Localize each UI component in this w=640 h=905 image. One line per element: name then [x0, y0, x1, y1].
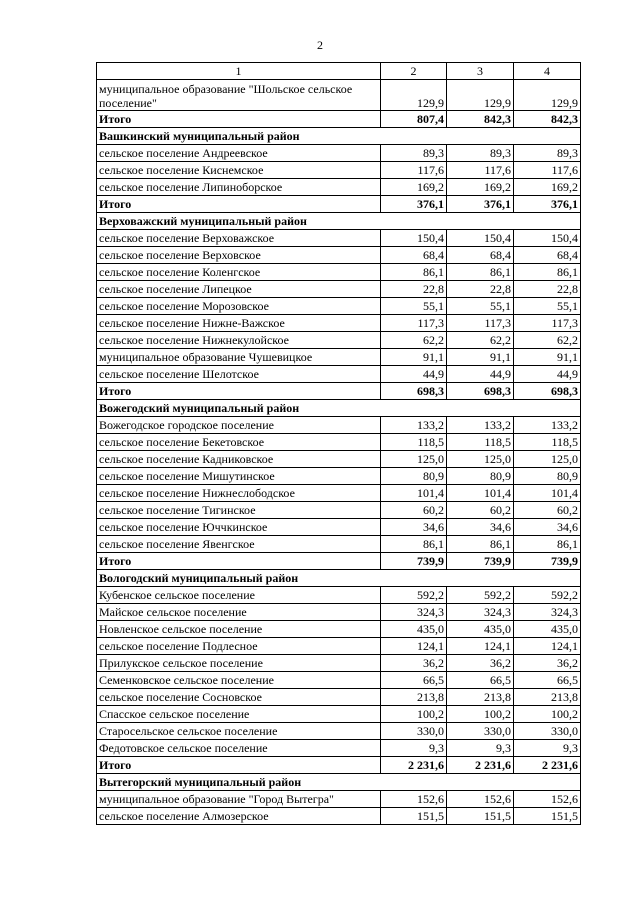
settlement-name: сельское поселение Липецкое [97, 281, 381, 298]
table-row [97, 366, 581, 383]
total-row [97, 553, 581, 570]
value-col-2: 592,2 [381, 587, 447, 604]
value-col-2: 62,2 [381, 332, 447, 349]
value-col-2: 324,3 [381, 604, 447, 621]
table-row [97, 672, 581, 689]
table-row [97, 485, 581, 502]
table-row [97, 417, 581, 434]
table-row [97, 638, 581, 655]
value-col-4: 68,4 [514, 247, 581, 264]
district-name: Вытегорский муниципальный район [97, 774, 581, 791]
table-row [97, 145, 581, 162]
column-header: 4 [514, 63, 581, 80]
table-row [97, 655, 581, 672]
table-row [97, 502, 581, 519]
value-col-2: 117,3 [381, 315, 447, 332]
value-col-3: 91,1 [447, 349, 514, 366]
table-row [97, 587, 581, 604]
value-col-3: 592,2 [447, 587, 514, 604]
settlement-name: Новленское сельское поселение [97, 621, 381, 638]
value-col-4: 100,2 [514, 706, 581, 723]
table-row [97, 689, 581, 706]
settlement-name: Кубенское сельское поселение [97, 587, 381, 604]
value-col-2: 698,3 [381, 383, 447, 400]
value-col-2: 68,4 [381, 247, 447, 264]
settlement-name: муниципальное образование Чушевицкое [97, 349, 381, 366]
value-col-4: 117,6 [514, 162, 581, 179]
settlement-name: сельское поселение Липиноборское [97, 179, 381, 196]
settlement-name: сельское поселение Кадниковское [97, 451, 381, 468]
value-col-4: 124,1 [514, 638, 581, 655]
value-col-2: 86,1 [381, 264, 447, 281]
table-row [97, 332, 581, 349]
value-col-4: 133,2 [514, 417, 581, 434]
value-col-4: 9,3 [514, 740, 581, 757]
district-header-row [97, 128, 581, 145]
value-col-4: 152,6 [514, 791, 581, 808]
value-col-3: 22,8 [447, 281, 514, 298]
settlement-name: муниципальное образование "Шольское сельское поселение" [97, 80, 381, 111]
value-col-3: 117,6 [447, 162, 514, 179]
value-col-4: 60,2 [514, 502, 581, 519]
value-col-2: 66,5 [381, 672, 447, 689]
total-label: Итого [97, 553, 381, 570]
settlement-name: сельское поселение Андреевское [97, 145, 381, 162]
value-col-3: 213,8 [447, 689, 514, 706]
value-col-2: 376,1 [381, 196, 447, 213]
value-col-3: 151,5 [447, 808, 514, 825]
settlement-name: сельское поселение Киснемское [97, 162, 381, 179]
value-col-2: 125,0 [381, 451, 447, 468]
value-col-3: 376,1 [447, 196, 514, 213]
value-col-3: 435,0 [447, 621, 514, 638]
value-col-2: 169,2 [381, 179, 447, 196]
value-col-4: 86,1 [514, 264, 581, 281]
district-header-row [97, 570, 581, 587]
total-label: Итого [97, 383, 381, 400]
value-col-4: 117,3 [514, 315, 581, 332]
value-col-4: 842,3 [514, 111, 581, 128]
value-col-3: 150,4 [447, 230, 514, 247]
value-col-2: 86,1 [381, 536, 447, 553]
settlement-name: сельское поселение Шелотское [97, 366, 381, 383]
value-col-3: 80,9 [447, 468, 514, 485]
value-col-3: 117,3 [447, 315, 514, 332]
settlement-name: сельское поселение Бекетовское [97, 434, 381, 451]
value-col-4: 101,4 [514, 485, 581, 502]
table-header-row [97, 63, 581, 80]
value-col-4: 89,3 [514, 145, 581, 162]
value-col-2: 807,4 [381, 111, 447, 128]
table-body [97, 63, 581, 825]
settlement-name: Вожегодское городское поселение [97, 417, 381, 434]
column-header: 3 [447, 63, 514, 80]
value-col-3: 324,3 [447, 604, 514, 621]
table-row [97, 621, 581, 638]
value-col-3: 55,1 [447, 298, 514, 315]
value-col-4: 376,1 [514, 196, 581, 213]
district-name: Вологодский муниципальный район [97, 570, 581, 587]
value-col-2: 9,3 [381, 740, 447, 757]
district-name: Верховажский муниципальный район [97, 213, 581, 230]
table-row [97, 740, 581, 757]
value-col-2: 89,3 [381, 145, 447, 162]
value-col-2: 36,2 [381, 655, 447, 672]
district-header-row [97, 774, 581, 791]
value-col-4: 150,4 [514, 230, 581, 247]
value-col-2: 117,6 [381, 162, 447, 179]
value-col-4: 22,8 [514, 281, 581, 298]
table-row [97, 281, 581, 298]
settlement-name: сельское поселение Коленгское [97, 264, 381, 281]
total-row [97, 757, 581, 774]
value-col-2: 129,9 [381, 80, 447, 111]
column-header: 2 [381, 63, 447, 80]
value-col-4: 435,0 [514, 621, 581, 638]
value-col-3: 86,1 [447, 264, 514, 281]
column-header: 1 [97, 63, 381, 80]
value-col-2: 435,0 [381, 621, 447, 638]
table-row [97, 298, 581, 315]
table-row [97, 723, 581, 740]
settlement-name: Старосельское сельское поселение [97, 723, 381, 740]
value-col-4: 129,9 [514, 80, 581, 111]
value-col-3: 169,2 [447, 179, 514, 196]
value-col-2: 60,2 [381, 502, 447, 519]
table-row [97, 808, 581, 825]
value-col-2: 101,4 [381, 485, 447, 502]
settlement-name: сельское поселение Юччкинское [97, 519, 381, 536]
total-row [97, 111, 581, 128]
district-header-row [97, 400, 581, 417]
value-col-3: 118,5 [447, 434, 514, 451]
value-col-4: 34,6 [514, 519, 581, 536]
value-col-4: 324,3 [514, 604, 581, 621]
value-col-4: 86,1 [514, 536, 581, 553]
value-col-3: 60,2 [447, 502, 514, 519]
value-col-3: 62,2 [447, 332, 514, 349]
value-col-2: 124,1 [381, 638, 447, 655]
value-col-3: 44,9 [447, 366, 514, 383]
table-row [97, 179, 581, 196]
value-col-3: 129,9 [447, 80, 514, 111]
value-col-4: 592,2 [514, 587, 581, 604]
value-col-3: 698,3 [447, 383, 514, 400]
table-row [97, 349, 581, 366]
value-col-2: 100,2 [381, 706, 447, 723]
total-label: Итого [97, 196, 381, 213]
value-col-3: 34,6 [447, 519, 514, 536]
settlement-name: сельское поселение Нижнеслободское [97, 485, 381, 502]
value-col-2: 44,9 [381, 366, 447, 383]
settlement-name: сельское поселение Нижне-Важское [97, 315, 381, 332]
value-col-3: 68,4 [447, 247, 514, 264]
table-row [97, 264, 581, 281]
value-col-4: 151,5 [514, 808, 581, 825]
table-row [97, 791, 581, 808]
settlement-name: сельское поселение Верховажское [97, 230, 381, 247]
value-col-3: 739,9 [447, 553, 514, 570]
value-col-3: 89,3 [447, 145, 514, 162]
value-col-3: 152,6 [447, 791, 514, 808]
value-col-3: 2 231,6 [447, 757, 514, 774]
settlement-name: сельское поселение Мишутинское [97, 468, 381, 485]
value-col-2: 152,6 [381, 791, 447, 808]
value-col-4: 2 231,6 [514, 757, 581, 774]
value-col-4: 330,0 [514, 723, 581, 740]
value-col-3: 842,3 [447, 111, 514, 128]
value-col-4: 36,2 [514, 655, 581, 672]
value-col-2: 330,0 [381, 723, 447, 740]
value-col-2: 34,6 [381, 519, 447, 536]
table-row [97, 434, 581, 451]
table-row [97, 706, 581, 723]
value-col-4: 44,9 [514, 366, 581, 383]
value-col-2: 91,1 [381, 349, 447, 366]
value-col-2: 151,5 [381, 808, 447, 825]
value-col-2: 2 231,6 [381, 757, 447, 774]
value-col-4: 66,5 [514, 672, 581, 689]
table-row [97, 468, 581, 485]
settlement-name: сельское поселение Явенгское [97, 536, 381, 553]
table-row [97, 536, 581, 553]
table-row [97, 604, 581, 621]
settlement-name: сельское поселение Тигинское [97, 502, 381, 519]
settlement-name: сельское поселение Верховское [97, 247, 381, 264]
value-col-2: 118,5 [381, 434, 447, 451]
value-col-3: 133,2 [447, 417, 514, 434]
value-col-4: 62,2 [514, 332, 581, 349]
value-col-2: 22,8 [381, 281, 447, 298]
table-row [97, 315, 581, 332]
value-col-4: 55,1 [514, 298, 581, 315]
value-col-3: 86,1 [447, 536, 514, 553]
value-col-3: 125,0 [447, 451, 514, 468]
value-col-3: 101,4 [447, 485, 514, 502]
district-name: Вашкинский муниципальный район [97, 128, 581, 145]
total-row [97, 383, 581, 400]
total-label: Итого [97, 757, 381, 774]
value-col-4: 91,1 [514, 349, 581, 366]
table-row [97, 451, 581, 468]
value-col-3: 330,0 [447, 723, 514, 740]
value-col-4: 125,0 [514, 451, 581, 468]
district-name: Вожегодский муниципальный район [97, 400, 581, 417]
allocation-table [96, 62, 581, 825]
settlement-name: Федотовское сельское поселение [97, 740, 381, 757]
value-col-3: 100,2 [447, 706, 514, 723]
settlement-name: сельское поселение Нижнекулойское [97, 332, 381, 349]
table-row [97, 80, 581, 111]
settlement-name: сельское поселение Подлесное [97, 638, 381, 655]
value-col-3: 66,5 [447, 672, 514, 689]
settlement-name: Семенковское сельское поселение [97, 672, 381, 689]
table-row [97, 247, 581, 264]
value-col-2: 213,8 [381, 689, 447, 706]
value-col-3: 124,1 [447, 638, 514, 655]
value-col-2: 55,1 [381, 298, 447, 315]
value-col-4: 739,9 [514, 553, 581, 570]
table-row [97, 162, 581, 179]
district-header-row [97, 213, 581, 230]
value-col-4: 80,9 [514, 468, 581, 485]
value-col-3: 36,2 [447, 655, 514, 672]
settlement-name: Майское сельское поселение [97, 604, 381, 621]
value-col-4: 698,3 [514, 383, 581, 400]
settlement-name: сельское поселение Морозовское [97, 298, 381, 315]
total-row [97, 196, 581, 213]
value-col-2: 133,2 [381, 417, 447, 434]
settlement-name: Прилукское сельское поселение [97, 655, 381, 672]
page-number: 2 [317, 38, 323, 52]
table-row [97, 230, 581, 247]
settlement-name: Спасское сельское поселение [97, 706, 381, 723]
value-col-4: 118,5 [514, 434, 581, 451]
table-row [97, 519, 581, 536]
value-col-2: 150,4 [381, 230, 447, 247]
total-label: Итого [97, 111, 381, 128]
settlement-name: муниципальное образование "Город Вытегра" [97, 791, 381, 808]
settlement-name: сельское поселение Сосновское [97, 689, 381, 706]
value-col-2: 80,9 [381, 468, 447, 485]
value-col-4: 169,2 [514, 179, 581, 196]
value-col-3: 9,3 [447, 740, 514, 757]
value-col-4: 213,8 [514, 689, 581, 706]
value-col-2: 739,9 [381, 553, 447, 570]
settlement-name: сельское поселение Алмозерское [97, 808, 381, 825]
